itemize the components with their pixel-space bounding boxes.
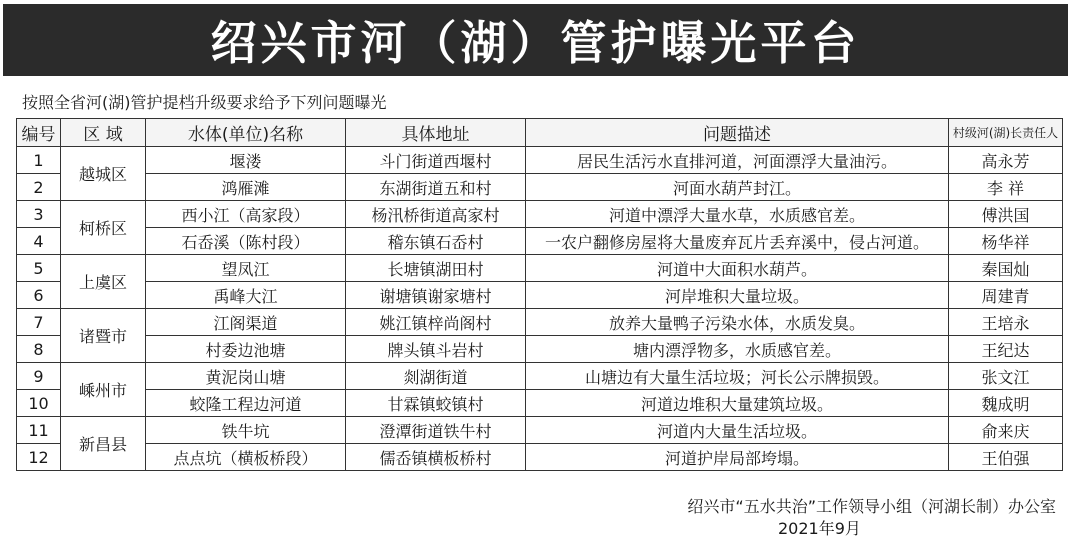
cell-address: 牌头镇斗岩村: [346, 336, 526, 363]
cell-issue: 河面水葫芦封江。: [526, 174, 949, 201]
cell-water-body: 西小江（高家段）: [146, 201, 346, 228]
cell-address: 斗门街道西堰村: [346, 147, 526, 174]
intro-text: 按照全省河(湖)管护提档升级要求给予下列问题曝光: [22, 93, 387, 112]
cell-number: 5: [17, 255, 61, 282]
cell-address: 姚江镇梓尚阁村: [346, 309, 526, 336]
table-row: [17, 444, 1063, 471]
cell-water-body: 堰溇: [146, 147, 346, 174]
cell-person: 王培永: [949, 309, 1063, 336]
footer-date: 2021年9月: [778, 519, 861, 538]
cell-area: 诸暨市: [61, 309, 146, 363]
cell-person: 王伯强: [949, 444, 1063, 471]
cell-area: 上虞区: [61, 255, 146, 309]
cell-issue: 放养大量鸭子污染水体，水质发臭。: [526, 309, 949, 336]
cell-number: 1: [17, 147, 61, 174]
table-row: [17, 417, 1063, 444]
cell-issue: 一农户翻修房屋将大量废弃瓦片丢弃溪中，侵占河道。: [526, 228, 949, 255]
cell-address: 杨汛桥街道高家村: [346, 201, 526, 228]
header-responsible-person: 村级河(湖)长责任人: [949, 119, 1063, 147]
cell-water-body: 蛟隆工程边河道: [146, 390, 346, 417]
table-row: [17, 228, 1063, 255]
header-address: 具体地址: [346, 119, 526, 147]
page-title: 绍兴市河（湖）管护曝光平台: [3, 4, 1068, 76]
cell-issue: 居民生活污水直排河道，河面漂浮大量油污。: [526, 147, 949, 174]
table-row: [17, 336, 1063, 363]
cell-area: 新昌县: [61, 417, 146, 471]
cell-water-body: 黄泥岗山塘: [146, 363, 346, 390]
table-row: [17, 174, 1063, 201]
table-row: [17, 255, 1063, 282]
cell-number: 10: [17, 390, 61, 417]
cell-water-body: 江阁渠道: [146, 309, 346, 336]
header-issue: 问题描述: [526, 119, 949, 147]
cell-person: 俞来庆: [949, 417, 1063, 444]
table-row: [17, 147, 1063, 174]
cell-issue: 塘内漂浮物多，水质感官差。: [526, 336, 949, 363]
table-body: [17, 147, 1063, 471]
exposure-table: [16, 118, 1063, 471]
cell-number: 6: [17, 282, 61, 309]
cell-water-body: 鸿雁滩: [146, 174, 346, 201]
table-row: [17, 309, 1063, 336]
cell-water-body: 禹峰大江: [146, 282, 346, 309]
cell-area: 越城区: [61, 147, 146, 201]
header-water-body: 水体(单位)名称: [146, 119, 346, 147]
cell-number: 12: [17, 444, 61, 471]
cell-number: 3: [17, 201, 61, 228]
cell-issue: 河道内大量生活垃圾。: [526, 417, 949, 444]
cell-water-body: 村委边池塘: [146, 336, 346, 363]
cell-person: 王纪达: [949, 336, 1063, 363]
cell-number: 4: [17, 228, 61, 255]
cell-person: 魏成明: [949, 390, 1063, 417]
cell-number: 2: [17, 174, 61, 201]
cell-issue: 河道中大面积水葫芦。: [526, 255, 949, 282]
cell-number: 7: [17, 309, 61, 336]
cell-water-body: 望凤江: [146, 255, 346, 282]
cell-person: 秦国灿: [949, 255, 1063, 282]
cell-issue: 河道边堆积大量建筑垃圾。: [526, 390, 949, 417]
cell-address: 儒岙镇横板桥村: [346, 444, 526, 471]
table-row: [17, 363, 1063, 390]
cell-issue: 山塘边有大量生活垃圾；河长公示牌损毁。: [526, 363, 949, 390]
cell-person: 张文江: [949, 363, 1063, 390]
header-number: 编号: [17, 119, 61, 147]
cell-address: 剡湖街道: [346, 363, 526, 390]
cell-number: 11: [17, 417, 61, 444]
cell-issue: 河道护岸局部垮塌。: [526, 444, 949, 471]
cell-person: 周建青: [949, 282, 1063, 309]
cell-person: 杨华祥: [949, 228, 1063, 255]
cell-issue: 河岸堆积大量垃圾。: [526, 282, 949, 309]
cell-person: 李 祥: [949, 174, 1063, 201]
table-row: [17, 390, 1063, 417]
cell-address: 甘霖镇蛟镇村: [346, 390, 526, 417]
footer-organization: 绍兴市“五水共治”工作领导小组（河湖长制）办公室: [687, 497, 1056, 516]
table-row: [17, 201, 1063, 228]
cell-person: 傅洪国: [949, 201, 1063, 228]
cell-address: 谢塘镇谢家塘村: [346, 282, 526, 309]
cell-water-body: 点点坑（横板桥段）: [146, 444, 346, 471]
cell-number: 9: [17, 363, 61, 390]
cell-address: 稽东镇石岙村: [346, 228, 526, 255]
cell-area: 嵊州市: [61, 363, 146, 417]
cell-address: 澄潭街道铁牛村: [346, 417, 526, 444]
table-header-row: [17, 119, 1063, 147]
cell-issue: 河道中漂浮大量水草，水质感官差。: [526, 201, 949, 228]
cell-area: 柯桥区: [61, 201, 146, 255]
cell-person: 高永芳: [949, 147, 1063, 174]
cell-address: 东湖街道五和村: [346, 174, 526, 201]
table-row: [17, 282, 1063, 309]
cell-water-body: 铁牛坑: [146, 417, 346, 444]
cell-number: 8: [17, 336, 61, 363]
cell-address: 长塘镇湖田村: [346, 255, 526, 282]
header-area: 区 域: [61, 119, 146, 147]
cell-water-body: 石岙溪（陈村段）: [146, 228, 346, 255]
